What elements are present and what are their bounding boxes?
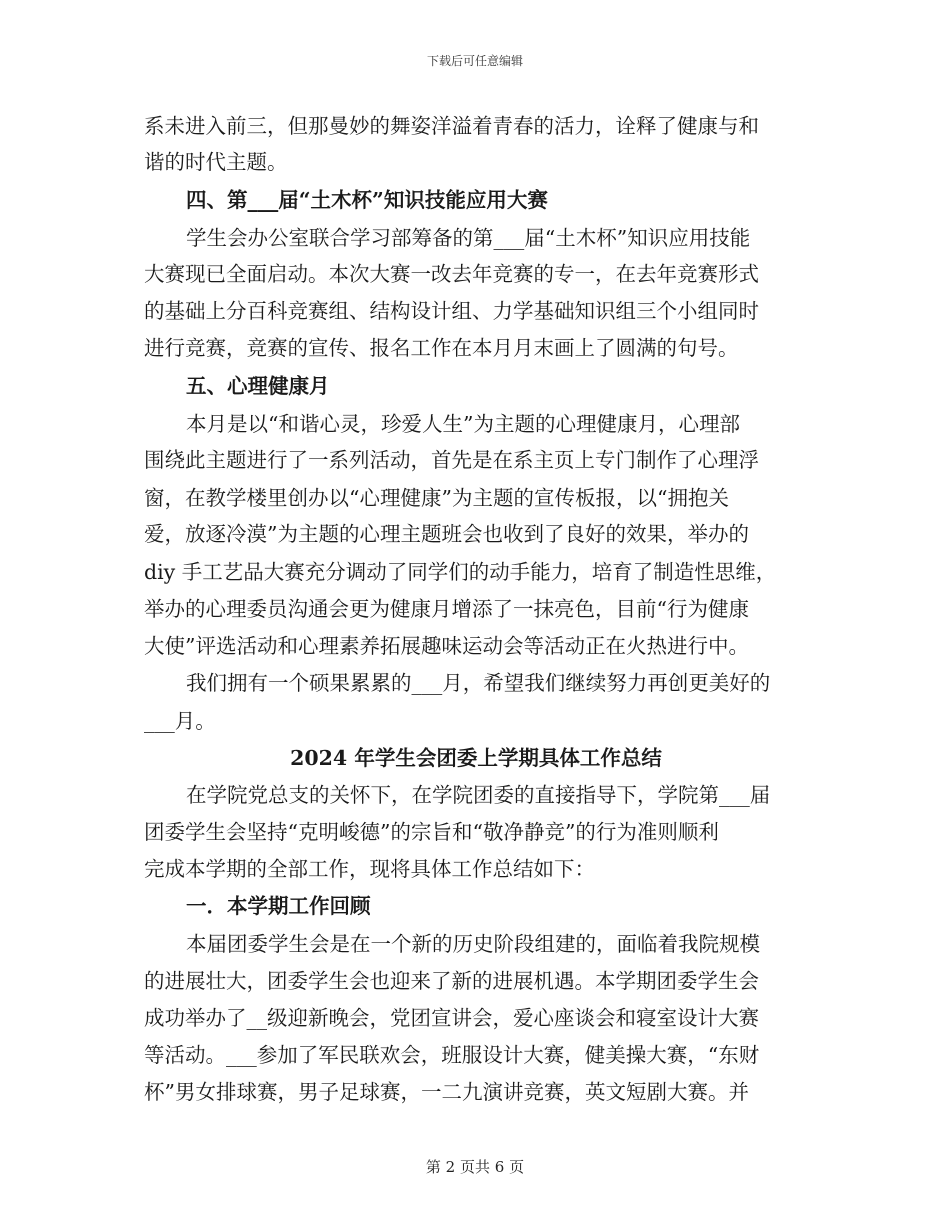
paragraph-line: ___月。	[144, 709, 216, 733]
paragraph-line: 系未进入前三，但那曼妙的舞姿洋溢着青春的活力，诠释了健康与和	[144, 114, 759, 138]
paragraph-line: 本届团委学生会是在一个新的历史阶段组建的，面临着我院规模	[186, 932, 760, 956]
paragraph-line: 杯”男女排球赛，男子足球赛，一二九演讲竞赛，英文短剧大赛。并	[144, 1080, 749, 1104]
paragraph-line: 进行竞赛，竞赛的宣传、报名工作在本月月末画上了圆满的句号。	[144, 336, 739, 360]
page-footer: 第 2 页共 6 页	[425, 1158, 525, 1176]
paragraph-line: 本月是以“和谐心灵，珍爱人生”为主题的心理健康月，心理部	[186, 412, 740, 436]
section-heading-5: 五、心理健康月	[186, 374, 330, 398]
paragraph-line: 完成本学期的全部工作，现将具体工作总结如下：	[144, 857, 595, 881]
paragraph-line: 爱，放逐冷漠”为主题的心理主题班会也收到了良好的效果，举办的	[144, 522, 749, 546]
section-heading-1: 一．本学期工作回顾	[186, 894, 371, 918]
paragraph-line: 团委学生会坚持“克明峻德”的宗旨和“敬净静竞”的行为准则顺利	[144, 820, 719, 844]
paragraph-line: 学生会办公室联合学习部筹备的第___届“土木杯”知识应用技能	[186, 226, 751, 250]
paragraph-line: 成功举办了__级迎新晚会，党团宣讲会，爱心座谈会和寝室设计大赛	[144, 1006, 759, 1030]
paragraph-line: diy 手工艺品大赛充分调动了同学们的动手能力，培育了制造性思维，	[144, 560, 777, 584]
paragraph-line: 围绕此主题进行了一系列活动，首先是在系主页上专门制作了心理浮	[144, 448, 759, 472]
document-title: 2024 年学生会团委上学期具体工作总结	[290, 746, 662, 770]
paragraph-line: 大使”评选活动和心理素养拓展趣味运动会等活动正在火热进行中。	[144, 634, 749, 658]
paragraph-line: 窗，在教学楼里创办以“心理健康”为主题的宣传板报，以“拥抱关	[144, 486, 729, 510]
paragraph-line: 举办的心理委员沟通会更为健康月增添了一抹亮色，目前“行为健康	[144, 597, 749, 621]
paragraph-line: 等活动。___参加了军民联欢会，班服设计大赛，健美操大赛，“东财	[144, 1043, 760, 1067]
paragraph-line: 在学院党总支的关怀下，在学院团委的直接指导下，学院第___届	[186, 783, 771, 807]
paragraph-line: 谐的时代主题。	[144, 150, 288, 174]
paragraph-line: 大赛现已全面启动。本次大赛一改去年竞赛的专一，在去年竞赛形式	[144, 262, 759, 286]
paragraph-line: 我们拥有一个硕果累累的___月，希望我们继续努力再创更美好的	[186, 671, 771, 695]
page-header: 下载后可任意编辑	[426, 54, 523, 68]
paragraph-line: 的进展壮大，团委学生会也迎来了新的进展机遇。本学期团委学生会	[144, 969, 759, 993]
section-heading-4: 四、第___届“土木杯”知识技能应用大赛	[186, 188, 548, 212]
paragraph-line: 的基础上分百科竞赛组、结构设计组、力学基础知识组三个小组同时	[144, 299, 759, 323]
